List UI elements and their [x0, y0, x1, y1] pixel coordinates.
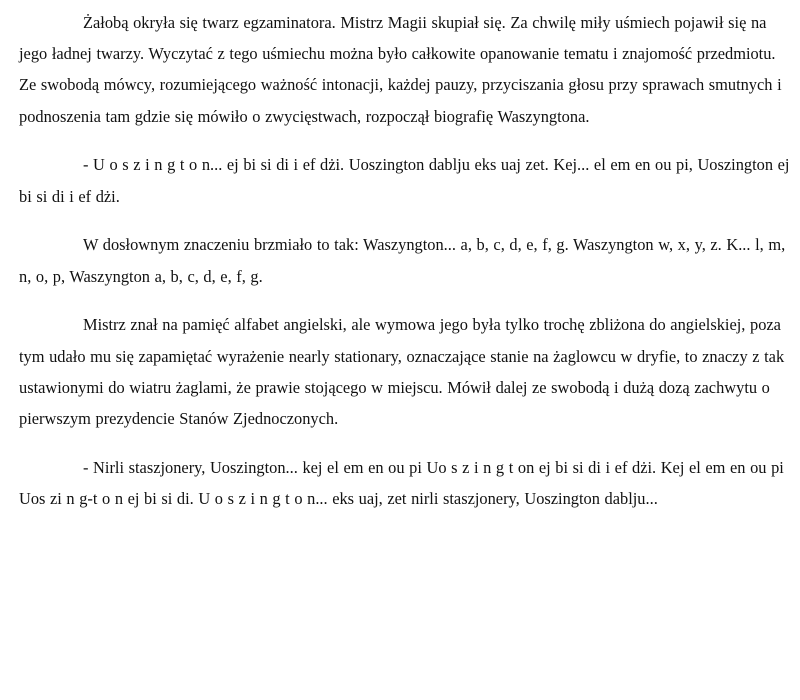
paragraph-3: W dosłownym znaczeniu brzmiało to tak: Waszyngton... a, b, c, d, e, f, g. Waszyngton w, x, y, z. K... l, m, n, o, p, Waszyngton a, b, c, d, e, f, g.: [19, 235, 786, 286]
paragraph-4: Mistrz znał na pamięć alfabet angielski, ale wymowa jego była tylko trochę zbliżona do angielskiej, poza tym udało mu się zapamiętać wyrażenie nearly stationary, oznaczające stanie na żaglowcu w dryfie, to znaczy z tak ustawionymi do wiatru żaglami, że prawie stojącego w miejscu. Mówił dalej ze swobodą i dużą dozą zachwytu o pierwszym prezydencie Stanów Zjednoczonych.: [19, 315, 785, 429]
paragraph-2: - U o s z i n g t o n... ej bi si di i ef dżi. Uoszington dablju eks uaj zet. Kej... el em en ou pi, Uoszington ej bi si di i ef dżi.: [19, 155, 790, 206]
paragraph-5: - Nirli staszjonery, Uoszington... kej el em en ou pi Uo s z i n g t on ej bi si di i ef dżi. Kej el em en ou pi Uos zi n g-t o n ej bi si di. U o s z i n g t o n... eks uaj, zet nirli staszjonery, Uoszington dablju...: [19, 457, 784, 509]
paragraph-1: Żałobą okryła się twarz egzaminatora. Mistrz Magii skupiał się. Za chwilę miły uśmiech pojawił się na jego ładnej twarzy. Wyczytać z tego uśmiechu można było całkowite opanowanie tematu i znajomość przedmiotu. Ze swobodą mówcy, rozumiejącego ważność intonacji, każdej pauzy, przyciszania głosu przy sprawach smutnych i podnoszenia tam gdzie się mówiło o zwycięstwach, rozpoczął biografię Waszyngtona.: [19, 13, 782, 126]
